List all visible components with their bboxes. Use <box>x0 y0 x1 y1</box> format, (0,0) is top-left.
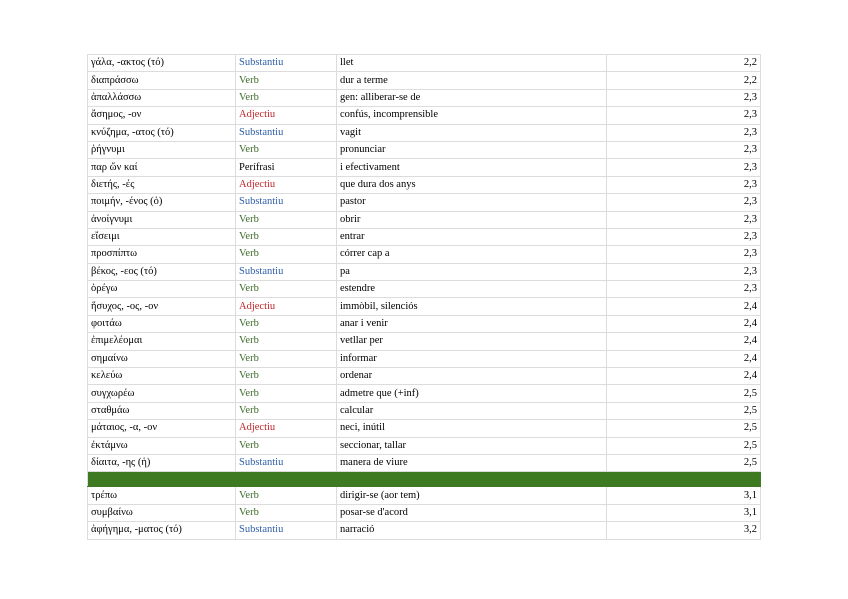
part-of-speech-cell: Adjectiu <box>236 298 337 315</box>
greek-word-cell: παρ ὤν καί <box>88 159 236 176</box>
greek-word-cell: ἀφήγημα, -ματος (τό) <box>88 522 236 539</box>
part-of-speech-cell: Verb <box>236 211 337 228</box>
definition-cell: pa <box>337 263 607 280</box>
table-row <box>88 72 761 89</box>
reference-number-cell: 2,3 <box>607 159 761 176</box>
table-row <box>88 385 761 402</box>
greek-word-cell: δίαιτα, -ης (ἡ) <box>88 454 236 471</box>
table-row <box>88 55 761 72</box>
greek-word-cell: σημαίνω <box>88 350 236 367</box>
part-of-speech-cell: Substantiu <box>236 263 337 280</box>
reference-number-cell: 2,4 <box>607 298 761 315</box>
vocabulary-sheet <box>87 54 760 540</box>
part-of-speech-cell: Verb <box>236 402 337 419</box>
part-of-speech-cell: Substantiu <box>236 124 337 141</box>
table-row <box>88 211 761 228</box>
greek-word-cell: προσπίπτω <box>88 246 236 263</box>
reference-number-cell: 2,3 <box>607 228 761 245</box>
reference-number-cell: 2,4 <box>607 333 761 350</box>
part-of-speech-cell: Verb <box>236 333 337 350</box>
table-row <box>88 350 761 367</box>
table-row <box>88 246 761 263</box>
part-of-speech-cell: Adjectiu <box>236 107 337 124</box>
reference-number-cell: 2,3 <box>607 141 761 158</box>
reference-number-cell: 2,5 <box>607 437 761 454</box>
part-of-speech-cell: Verb <box>236 368 337 385</box>
greek-word-cell: διετής, -ές <box>88 176 236 193</box>
reference-number-cell: 2,4 <box>607 315 761 332</box>
reference-number-cell: 3,1 <box>607 504 761 521</box>
greek-word-cell: ἐκτάμνω <box>88 437 236 454</box>
table-row <box>88 141 761 158</box>
greek-word-cell: φοιτάω <box>88 315 236 332</box>
reference-number-cell: 2,3 <box>607 89 761 106</box>
part-of-speech-cell: Verb <box>236 487 337 504</box>
table-row <box>88 159 761 176</box>
greek-word-cell: σταθμάω <box>88 402 236 419</box>
part-of-speech-cell: Perífrasi <box>236 159 337 176</box>
greek-word-cell: ἀπαλλάσσω <box>88 89 236 106</box>
greek-word-cell: συμβαίνω <box>88 504 236 521</box>
vocabulary-table <box>87 54 761 540</box>
greek-word-cell: ἀνοίγνυμι <box>88 211 236 228</box>
part-of-speech-cell: Verb <box>236 228 337 245</box>
definition-cell: informar <box>337 350 607 367</box>
table-row <box>88 124 761 141</box>
table-row <box>88 420 761 437</box>
greek-word-cell: διαπράσσω <box>88 72 236 89</box>
part-of-speech-cell: Verb <box>236 281 337 298</box>
table-row <box>88 368 761 385</box>
greek-word-cell: τρέπω <box>88 487 236 504</box>
definition-cell: admetre que (+inf) <box>337 385 607 402</box>
part-of-speech-cell: Verb <box>236 385 337 402</box>
definition-cell: i efectivament <box>337 159 607 176</box>
part-of-speech-cell: Substantiu <box>236 454 337 471</box>
reference-number-cell: 2,5 <box>607 402 761 419</box>
greek-word-cell: συγχωρέω <box>88 385 236 402</box>
table-row <box>88 281 761 298</box>
reference-number-cell: 2,2 <box>607 55 761 72</box>
table-row <box>88 504 761 521</box>
table-row <box>88 194 761 211</box>
reference-number-cell: 2,4 <box>607 368 761 385</box>
definition-cell: córrer cap a <box>337 246 607 263</box>
table-row <box>88 454 761 471</box>
definition-cell: vagit <box>337 124 607 141</box>
reference-number-cell: 2,4 <box>607 350 761 367</box>
greek-word-cell: ποιμήν, -ένος (ὁ) <box>88 194 236 211</box>
part-of-speech-cell: Verb <box>236 504 337 521</box>
vocabulary-table-body <box>88 55 761 540</box>
greek-word-cell: γάλα, -ακτος (τό) <box>88 55 236 72</box>
reference-number-cell: 2,3 <box>607 211 761 228</box>
reference-number-cell: 2,5 <box>607 454 761 471</box>
definition-cell: manera de viure <box>337 454 607 471</box>
greek-word-cell: βέκος, -εος (τό) <box>88 263 236 280</box>
definition-cell: obrir <box>337 211 607 228</box>
reference-number-cell: 3,2 <box>607 522 761 539</box>
table-row <box>88 315 761 332</box>
reference-number-cell: 2,3 <box>607 263 761 280</box>
definition-cell: estendre <box>337 281 607 298</box>
part-of-speech-cell: Verb <box>236 437 337 454</box>
definition-cell: dur a terme <box>337 72 607 89</box>
greek-word-cell: ἥσυχος, -ος, -ον <box>88 298 236 315</box>
reference-number-cell: 2,3 <box>607 124 761 141</box>
reference-number-cell: 2,5 <box>607 420 761 437</box>
greek-word-cell: κελεύω <box>88 368 236 385</box>
section-divider-bar <box>88 472 761 487</box>
definition-cell: vetllar per <box>337 333 607 350</box>
part-of-speech-cell: Adjectiu <box>236 176 337 193</box>
table-row <box>88 228 761 245</box>
greek-word-cell: ἐπιμελέομαι <box>88 333 236 350</box>
definition-cell: que dura dos anys <box>337 176 607 193</box>
part-of-speech-cell: Verb <box>236 89 337 106</box>
table-row <box>88 402 761 419</box>
part-of-speech-cell: Adjectiu <box>236 420 337 437</box>
definition-cell: entrar <box>337 228 607 245</box>
part-of-speech-cell: Verb <box>236 350 337 367</box>
section-divider-row <box>88 472 761 487</box>
table-row <box>88 298 761 315</box>
reference-number-cell: 2,3 <box>607 194 761 211</box>
greek-word-cell: ῥήγνυμι <box>88 141 236 158</box>
greek-word-cell: ἄσημος, -ον <box>88 107 236 124</box>
reference-number-cell: 2,3 <box>607 107 761 124</box>
definition-cell: anar i venir <box>337 315 607 332</box>
reference-number-cell: 2,3 <box>607 246 761 263</box>
definition-cell: gen: alliberar-se de <box>337 89 607 106</box>
definition-cell: neci, inútil <box>337 420 607 437</box>
part-of-speech-cell: Verb <box>236 246 337 263</box>
definition-cell: posar-se d'acord <box>337 504 607 521</box>
definition-cell: immòbil, silenciós <box>337 298 607 315</box>
table-row <box>88 107 761 124</box>
definition-cell: llet <box>337 55 607 72</box>
part-of-speech-cell: Substantiu <box>236 522 337 539</box>
part-of-speech-cell: Verb <box>236 141 337 158</box>
table-row <box>88 89 761 106</box>
part-of-speech-cell: Substantiu <box>236 55 337 72</box>
part-of-speech-cell: Verb <box>236 315 337 332</box>
greek-word-cell: ὀρέγω <box>88 281 236 298</box>
part-of-speech-cell: Verb <box>236 72 337 89</box>
definition-cell: dirigir-se (aor tem) <box>337 487 607 504</box>
reference-number-cell: 2,5 <box>607 385 761 402</box>
definition-cell: pronunciar <box>337 141 607 158</box>
table-row <box>88 333 761 350</box>
greek-word-cell: μάταιος, -α, -ον <box>88 420 236 437</box>
definition-cell: confús, incomprensible <box>337 107 607 124</box>
reference-number-cell: 3,1 <box>607 487 761 504</box>
reference-number-cell: 2,2 <box>607 72 761 89</box>
table-row <box>88 437 761 454</box>
definition-cell: ordenar <box>337 368 607 385</box>
definition-cell: calcular <box>337 402 607 419</box>
definition-cell: pastor <box>337 194 607 211</box>
table-row <box>88 522 761 539</box>
table-row <box>88 487 761 504</box>
reference-number-cell: 2,3 <box>607 176 761 193</box>
definition-cell: seccionar, tallar <box>337 437 607 454</box>
greek-word-cell: εἴσειμι <box>88 228 236 245</box>
table-row <box>88 263 761 280</box>
part-of-speech-cell: Substantiu <box>236 194 337 211</box>
greek-word-cell: κνύζημα, -ατος (τό) <box>88 124 236 141</box>
definition-cell: narració <box>337 522 607 539</box>
table-row <box>88 176 761 193</box>
reference-number-cell: 2,3 <box>607 281 761 298</box>
